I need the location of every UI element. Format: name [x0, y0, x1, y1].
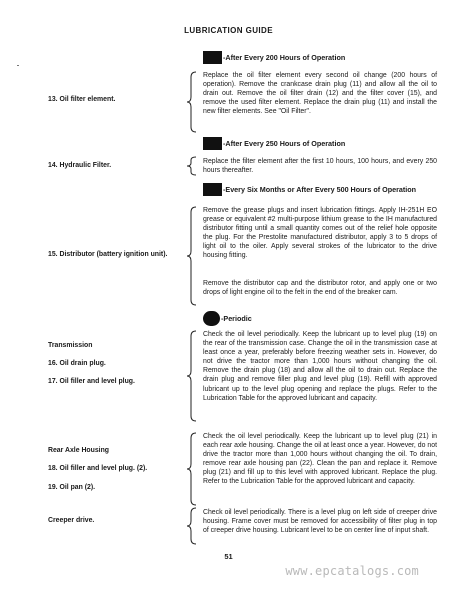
distributor-instructions-1: Remove the grease plugs and insert lubrication fittings. Apply IH-251H EO grease or equivalent #2 multi-purpose lithium grease to the IH manufactured distributor fitting until a small quantity comes out of the relief hole opposite the plug. For the Prestolite manufactured distributor, apply 3 to 5 drops of light oil to the oiler. Apply several strokes of the lubricator to the drive housing fitting. — [203, 207, 437, 260]
scan-speck — [17, 65, 19, 66]
rear-axle-instructions: Check the oil level periodically. Keep the lubricant up to level plug (21) in each rear axle housing. Change the oil at least once a year. However, do not drive the tractor more than 1,000 hours without changing the oil. To drain, remove rear axle housing pan (22). Clean the pan and replace it. Remove plug (21) and fill up to this level with approved lubricant. Replace the plug. Refer to the Lubrication Table for the approved lubricant and capacity. — [203, 433, 437, 486]
section-header-six-months — [203, 182, 416, 196]
section-marker-icon — [203, 183, 222, 196]
creeper-drive-instructions: Check oil level periodically. There is a level plug on left side of creeper drive housing. Frame cover must be removed for accessibility of filter plug in top of creeper drive housing. Lubricant level to be on center line of input shaft. — [203, 509, 437, 535]
section-marker-icon — [203, 51, 222, 64]
label-rear-axle-housing: Rear Axle Housing — [48, 447, 110, 454]
watermark: www.epcatalogs.com — [285, 564, 419, 578]
left-brace-icon — [187, 330, 197, 422]
section-header-text: -Every Six Months or After Every 500 Hours of Operation — [223, 184, 417, 194]
label-distributor: 15. Distributor (battery ignition unit). — [48, 251, 168, 258]
label-creeper-drive: Creeper drive. — [48, 517, 95, 524]
oil-filter-instructions: Replace the oil filter element every second oil change (200 hours of operation). Remove the crankcase drain plug (11) and allow all the oil to drain out. Remove the oil filter drain (12) and the filter cover (15), and remove the used filter element. Replace the drain plug (11) and install the new filter elements. See "Oil Filter". — [203, 72, 437, 116]
hydraulic-filter-instructions: Replace the filter element after the first 10 hours, 100 hours, and every 250 hours thereafter. — [203, 158, 437, 175]
left-brace-icon — [187, 71, 197, 133]
section-header-text: -After Every 250 Hours of Operation — [223, 138, 346, 148]
section-header-text: -After Every 200 Hours of Operation — [223, 52, 346, 62]
section-marker-icon — [203, 137, 222, 150]
label-rear-oil-filler: 18. Oil filler and level plug. (2). — [48, 465, 148, 472]
label-oil-drain-plug: 16. Oil drain plug. — [48, 360, 106, 367]
label-oil-filter: 13. Oil filter element. — [48, 96, 116, 103]
left-brace-icon — [187, 156, 197, 176]
section-marker-icon — [203, 311, 220, 326]
label-hydraulic-filter: 14. Hydraulic Filter. — [48, 162, 112, 169]
label-transmission: Transmission — [48, 342, 93, 349]
section-header-periodic — [203, 311, 252, 325]
section-header-text: -Periodic — [221, 313, 252, 323]
label-oil-pan: 19. Oil pan (2). — [48, 484, 96, 491]
section-header-200-hours — [203, 50, 345, 64]
transmission-instructions: Check the oil level periodically. Keep the lubricant up to level plug (19) on the rear of the transmission case. Change the oil in the transmission case at least once a year, preferably before freezing weather sets in. However, do not drive the tractor more than 1,000 hours without changing the oil. Remove the drain plug (18) and allow all the oil to drain out. Replace the drain plug and remove filler plug and level plug (19). Refill with approved lubricant up to the level plug opening and replace the plugs. Refer to the Lubrication Table for the approved lubricant and capacity. — [203, 331, 437, 402]
section-header-250-hours — [203, 136, 345, 150]
page-number: 51 — [224, 552, 233, 561]
left-brace-icon — [187, 206, 197, 306]
page-title: LUBRICATION GUIDE — [184, 26, 273, 35]
left-brace-icon — [187, 432, 197, 506]
label-oil-filler-plug: 17. Oil filler and level plug. — [48, 378, 135, 385]
left-brace-icon — [187, 507, 197, 545]
distributor-instructions-2: Remove the distributor cap and the distributor rotor, and apply one or two drops of light engine oil to the felt in the end of the breaker cam. — [203, 280, 437, 297]
